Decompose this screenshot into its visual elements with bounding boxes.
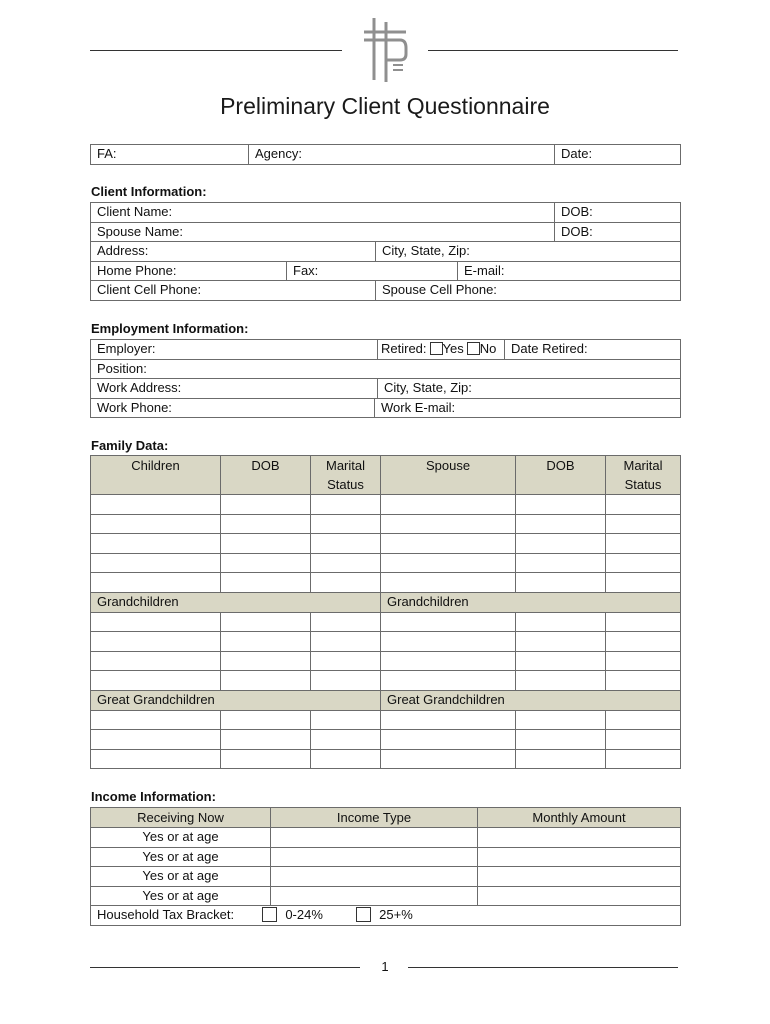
family-row <box>91 710 681 730</box>
family-row <box>91 730 681 750</box>
table-cell[interactable] <box>91 553 221 573</box>
table-cell[interactable] <box>311 514 381 534</box>
table-cell[interactable] <box>516 612 606 632</box>
table-cell[interactable] <box>516 632 606 652</box>
income-row <box>91 828 681 848</box>
table-cell[interactable] <box>606 632 681 652</box>
grandchildren-header-left: Grandchildren <box>91 592 381 612</box>
table-cell[interactable] <box>91 612 221 632</box>
family-row <box>91 553 681 573</box>
table-cell[interactable] <box>516 730 606 750</box>
monthly-amount-cell[interactable] <box>478 828 681 848</box>
table-cell[interactable] <box>221 730 311 750</box>
retired-yes-checkbox[interactable] <box>430 342 443 355</box>
table-cell[interactable] <box>606 671 681 691</box>
table-cell[interactable] <box>516 671 606 691</box>
income-type-cell[interactable] <box>271 886 478 906</box>
spouse-header: Spouse <box>381 456 516 495</box>
great-grandchildren-header-left: Great Grandchildren <box>91 690 381 710</box>
table-cell[interactable] <box>91 730 221 750</box>
family-row <box>91 573 681 593</box>
client-dob-field[interactable]: DOB: <box>555 203 681 223</box>
table-cell[interactable] <box>381 671 516 691</box>
spouse-dob-header: DOB <box>516 456 606 495</box>
table-cell[interactable] <box>381 612 516 632</box>
income-type-header: Income Type <box>271 808 478 828</box>
table-cell[interactable] <box>91 651 221 671</box>
family-row <box>91 671 681 691</box>
header-rule-right <box>428 50 678 51</box>
employer-field[interactable]: Employer: <box>91 340 378 360</box>
grandchildren-header-right: Grandchildren <box>381 592 681 612</box>
table-cell[interactable] <box>311 573 381 593</box>
table-cell[interactable] <box>516 710 606 730</box>
table-cell[interactable] <box>311 612 381 632</box>
table-cell[interactable] <box>606 730 681 750</box>
table-cell[interactable] <box>311 632 381 652</box>
client-info-table <box>90 202 681 301</box>
table-cell[interactable] <box>381 573 516 593</box>
table-cell[interactable] <box>311 553 381 573</box>
employment-table <box>90 339 681 418</box>
family-row <box>91 495 681 515</box>
table-cell[interactable] <box>381 651 516 671</box>
family-row <box>91 612 681 632</box>
table-cell[interactable] <box>381 710 516 730</box>
bracket-25-plus-checkbox[interactable] <box>356 907 371 922</box>
table-cell[interactable] <box>381 749 516 769</box>
city-state-zip-field[interactable]: City, State, Zip: <box>376 242 681 262</box>
table-cell[interactable] <box>606 749 681 769</box>
table-cell[interactable] <box>516 651 606 671</box>
email-field[interactable]: E-mail: <box>458 261 681 281</box>
table-cell[interactable] <box>606 573 681 593</box>
work-city-state-zip-field[interactable]: City, State, Zip: <box>378 379 681 399</box>
family-table <box>90 455 681 769</box>
table-cell[interactable] <box>221 749 311 769</box>
tax-bracket-label: Household Tax Bracket: <box>97 907 235 923</box>
date-field[interactable]: Date: <box>555 145 681 165</box>
monthly-amount-cell[interactable] <box>478 886 681 906</box>
position-field[interactable]: Position: <box>91 359 681 379</box>
table-cell[interactable] <box>516 495 606 515</box>
great-grandchildren-header-right: Great Grandchildren <box>381 690 681 710</box>
table-cell[interactable] <box>381 553 516 573</box>
table-cell[interactable] <box>381 495 516 515</box>
bracket-0-24-checkbox[interactable] <box>262 907 277 922</box>
table-cell[interactable] <box>381 730 516 750</box>
table-cell[interactable] <box>221 553 311 573</box>
table-cell[interactable] <box>606 553 681 573</box>
table-cell[interactable] <box>311 671 381 691</box>
home-phone-field[interactable]: Home Phone: <box>91 261 287 281</box>
table-cell[interactable] <box>221 534 311 554</box>
receiving-now-cell[interactable]: Yes or at age <box>91 847 271 867</box>
table-cell[interactable] <box>381 632 516 652</box>
bracket-0-24-label: 0-24% <box>285 907 323 923</box>
tax-bracket-row <box>91 906 681 926</box>
table-cell[interactable] <box>516 749 606 769</box>
header-rule-left <box>90 50 342 51</box>
employment-section-label: Employment Information: <box>91 321 249 336</box>
children-header: Children <box>91 456 221 495</box>
table-cell[interactable] <box>221 573 311 593</box>
income-type-cell[interactable] <box>271 867 478 887</box>
table-cell[interactable] <box>311 749 381 769</box>
income-table <box>90 807 681 926</box>
family-section-label: Family Data: <box>91 438 169 453</box>
income-row <box>91 886 681 906</box>
table-cell[interactable] <box>311 730 381 750</box>
page-title: Preliminary Client Questionnaire <box>220 93 550 119</box>
table-cell[interactable] <box>381 514 516 534</box>
income-row <box>91 847 681 867</box>
family-row <box>91 632 681 652</box>
table-cell[interactable] <box>516 514 606 534</box>
receiving-now-cell[interactable]: Yes or at age <box>91 886 271 906</box>
income-type-cell[interactable] <box>271 828 478 848</box>
table-cell[interactable] <box>311 651 381 671</box>
table-cell[interactable] <box>91 710 221 730</box>
retired-no-label: No <box>479 341 497 356</box>
table-cell[interactable] <box>221 671 311 691</box>
table-cell[interactable] <box>221 612 311 632</box>
receiving-now-cell[interactable]: Yes or at age <box>91 867 271 887</box>
work-address-field[interactable]: Work Address: <box>91 379 378 399</box>
work-email-field[interactable]: Work E-mail: <box>375 398 681 418</box>
spouse-name-field[interactable]: Spouse Name: <box>91 222 555 242</box>
retired-label: Retired: <box>381 341 427 356</box>
table-cell[interactable] <box>516 573 606 593</box>
monthly-amount-cell[interactable] <box>478 867 681 887</box>
table-cell[interactable] <box>221 495 311 515</box>
header-table <box>90 144 681 165</box>
monthly-amount-cell[interactable] <box>478 847 681 867</box>
income-type-cell[interactable] <box>271 847 478 867</box>
table-cell[interactable] <box>91 573 221 593</box>
children-marital-header: Marital Status <box>311 456 381 495</box>
client-cell-field[interactable]: Client Cell Phone: <box>91 281 376 301</box>
income-row <box>91 867 681 887</box>
agency-field[interactable]: Agency: <box>249 145 555 165</box>
company-logo-icon <box>360 18 410 84</box>
retired-no-checkbox[interactable] <box>467 342 480 355</box>
family-row <box>91 514 681 534</box>
table-cell[interactable] <box>91 632 221 652</box>
table-cell[interactable] <box>221 514 311 534</box>
table-cell[interactable] <box>91 671 221 691</box>
monthly-amount-header: Monthly Amount <box>478 808 681 828</box>
table-cell[interactable] <box>606 612 681 632</box>
table-cell[interactable] <box>311 710 381 730</box>
table-cell[interactable] <box>311 534 381 554</box>
table-cell[interactable] <box>606 534 681 554</box>
table-cell[interactable] <box>91 749 221 769</box>
table-cell[interactable] <box>221 710 311 730</box>
spouse-cell-field[interactable]: Spouse Cell Phone: <box>376 281 681 301</box>
fax-field[interactable]: Fax: <box>287 261 458 281</box>
table-cell[interactable] <box>221 651 311 671</box>
children-dob-header: DOB <box>221 456 311 495</box>
table-cell[interactable] <box>221 632 311 652</box>
table-cell[interactable] <box>516 553 606 573</box>
table-cell[interactable] <box>381 534 516 554</box>
retired-field <box>378 340 505 360</box>
table-cell[interactable] <box>606 710 681 730</box>
table-cell[interactable] <box>311 495 381 515</box>
client-name-field[interactable]: Client Name: <box>91 203 555 223</box>
table-cell[interactable] <box>606 495 681 515</box>
table-cell[interactable] <box>606 514 681 534</box>
table-cell[interactable] <box>91 495 221 515</box>
table-cell[interactable] <box>91 534 221 554</box>
spouse-dob-field[interactable]: DOB: <box>555 222 681 242</box>
spouse-marital-header: Marital Status <box>606 456 681 495</box>
fa-field[interactable]: FA: <box>91 145 249 165</box>
table-cell[interactable] <box>91 514 221 534</box>
client-section-label: Client Information: <box>91 184 207 199</box>
retired-yes-label: Yes <box>442 341 464 356</box>
receiving-now-cell[interactable]: Yes or at age <box>91 828 271 848</box>
table-cell[interactable] <box>516 534 606 554</box>
family-row <box>91 534 681 554</box>
income-section-label: Income Information: <box>91 789 216 804</box>
table-cell[interactable] <box>606 651 681 671</box>
page-number: 1 <box>381 959 389 974</box>
family-row <box>91 651 681 671</box>
receiving-now-header: Receiving Now <box>91 808 271 828</box>
work-phone-field[interactable]: Work Phone: <box>91 398 375 418</box>
date-retired-field[interactable]: Date Retired: <box>505 340 681 360</box>
bracket-25-plus-label: 25+% <box>379 907 413 923</box>
family-row <box>91 749 681 769</box>
address-field[interactable]: Address: <box>91 242 376 262</box>
